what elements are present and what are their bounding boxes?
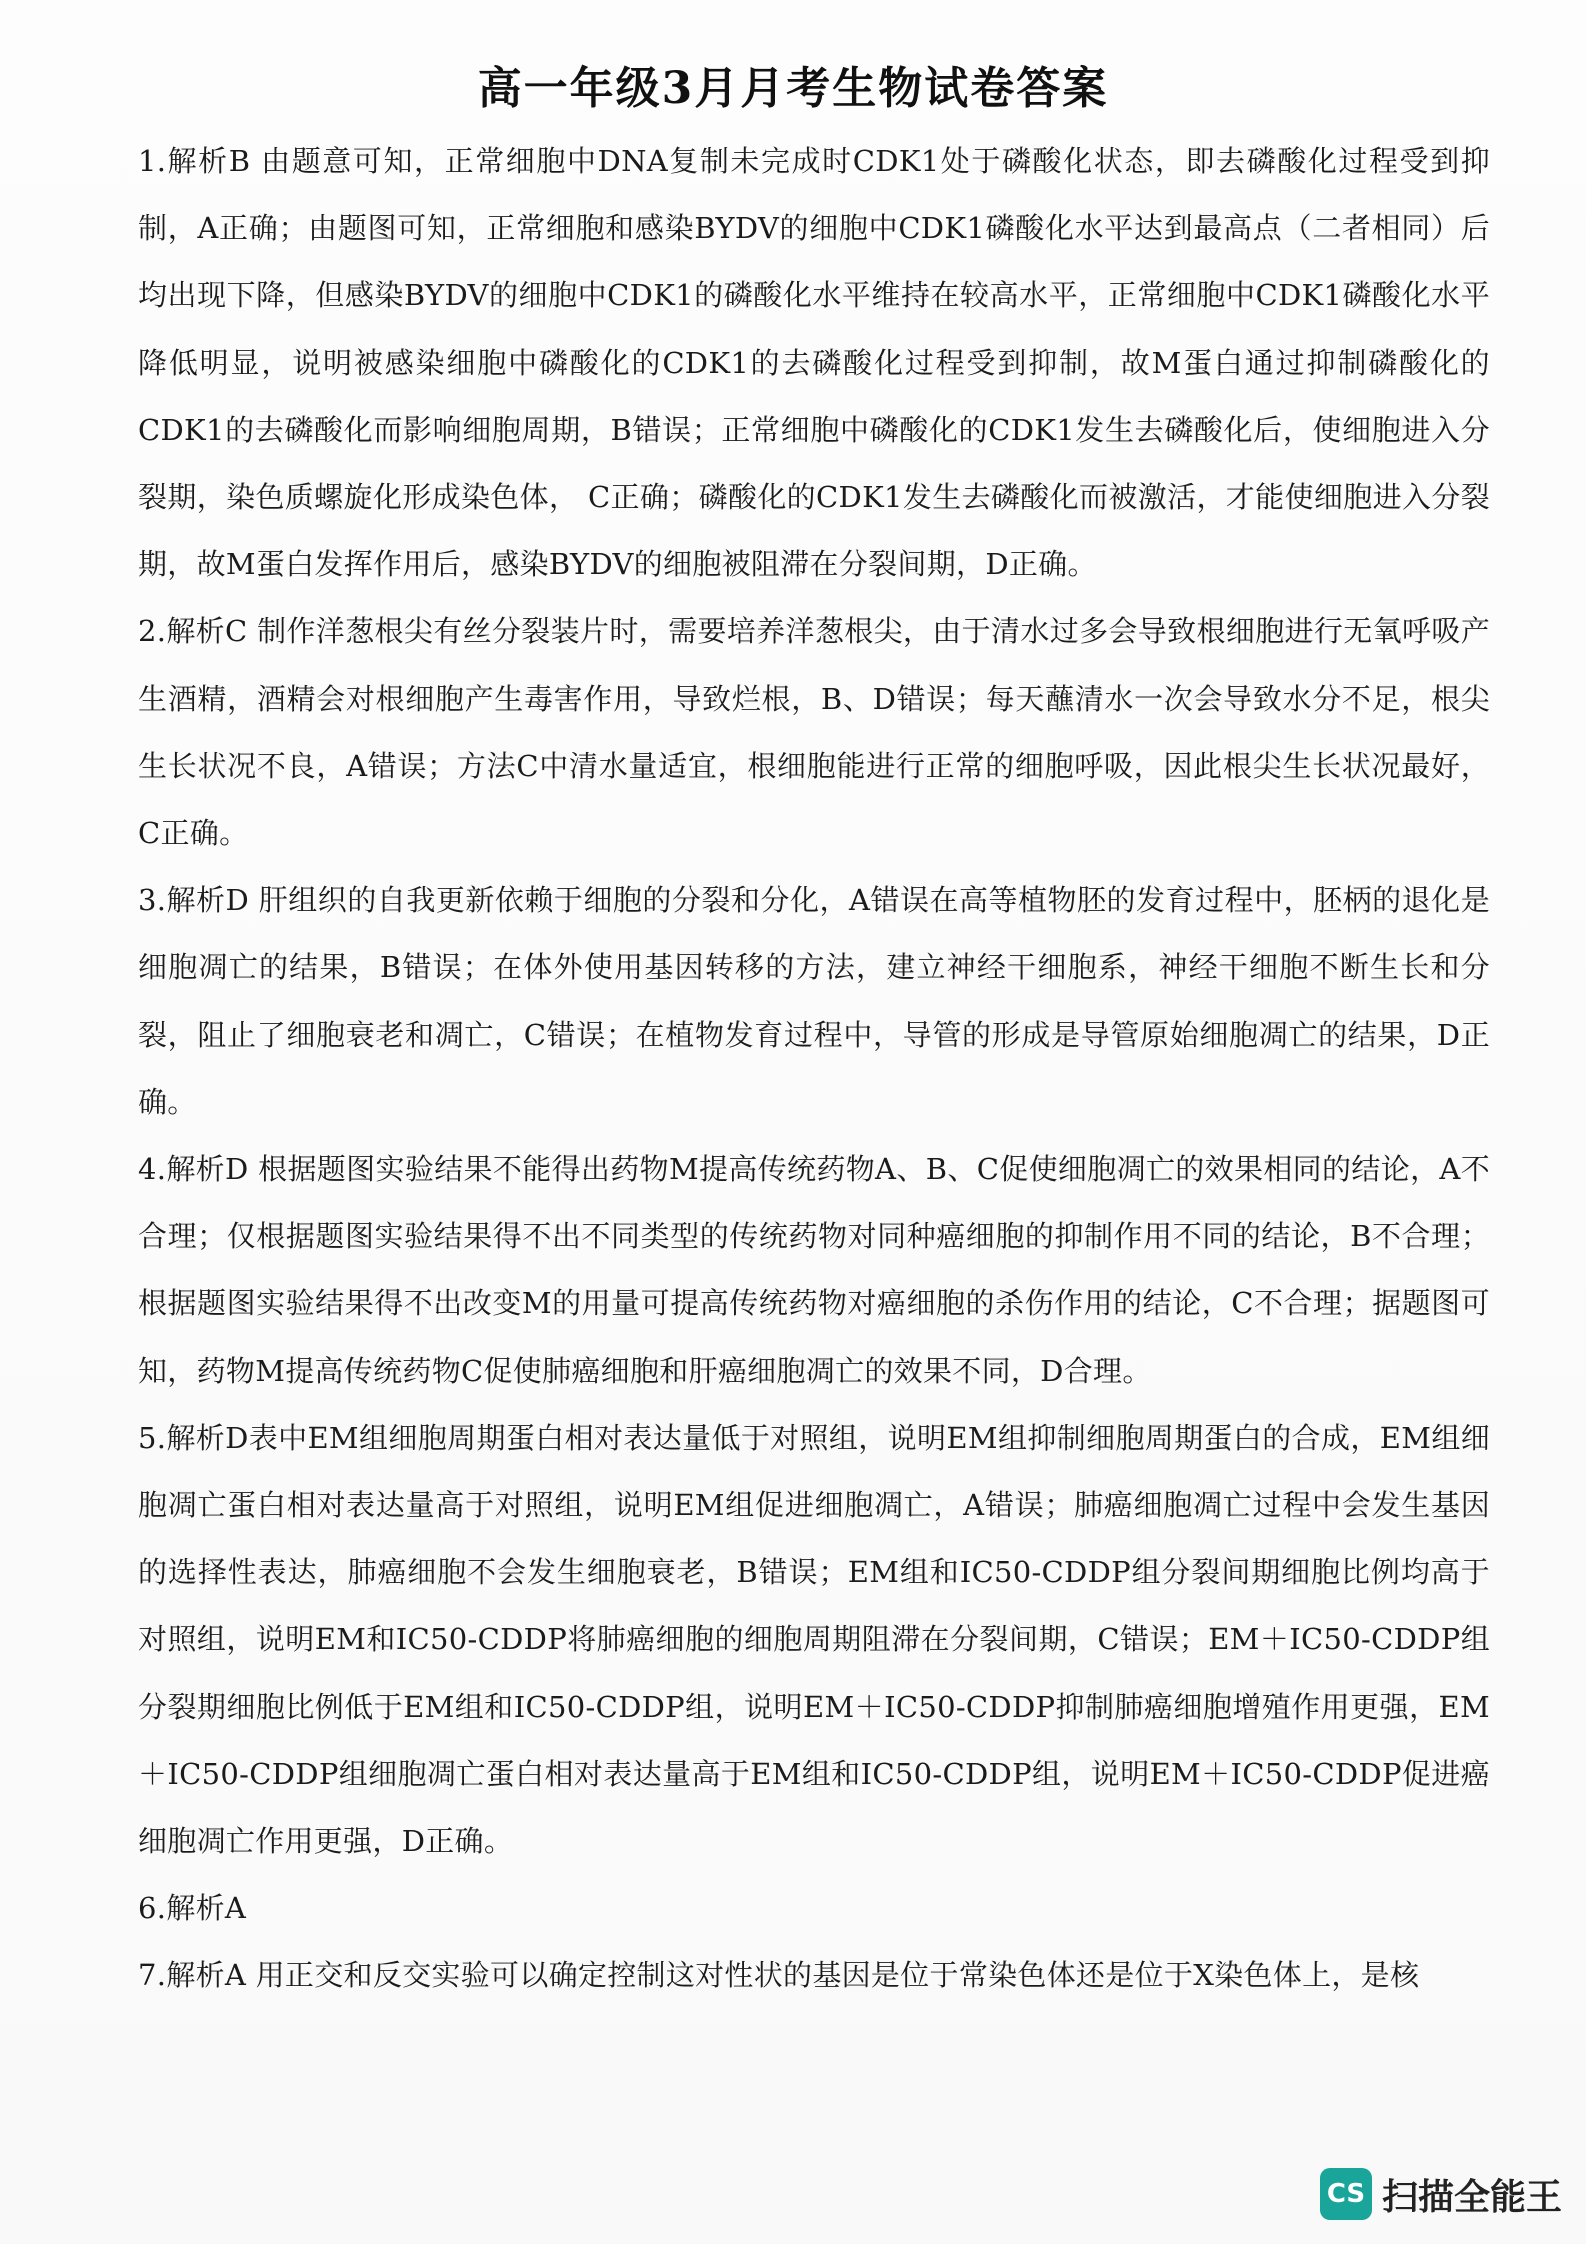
camscanner-logo-icon: CS — [1320, 2168, 1372, 2220]
answer-5: 5.解析D表中EM组细胞周期蛋白相对表达量低于对照组，说明EM组抑制细胞周期蛋白的合成，EM组细胞凋亡蛋白相对表达量高于对照组，说明EM组促进细胞凋亡，A错误；肺癌细胞凋亡过程中会发生基因的选择性表达，肺癌细胞不会发生细胞衰老，B错误；EM组和IC50-CDDP组分裂间期细胞比例均高于对照组，说明EM和IC50-CDDP将肺癌细胞的细胞周期阻滞在分裂间期，C错误；EM＋IC50-CDDP组分裂期细胞比例低于EM组和IC50-CDDP组，说明EM＋IC50-CDDP抑制肺癌细胞增殖作用更强，EM＋IC50-CDDP组细胞凋亡蛋白相对表达量高于EM组和IC50-CDDP组，说明EM＋IC50-CDDP促进癌细胞凋亡作用更强，D正确。 — [138, 1420, 1490, 1859]
answer-7: 7.解析A 用正交和反交实验可以确定控制这对性状的基因是位于常染色体还是位于X染色体上，是核 — [138, 1958, 1420, 1993]
answer-2: 2.解析C 制作洋葱根尖有丝分裂装片时，需要培养洋葱根尖，由于清水过多会导致根细胞进行无氧呼吸产生酒精，酒精会对根细胞产生毒害作用，导致烂根，B、D错误；每天蘸清水一次会导致水分不足，根尖生长状况不良，A错误；方法C中清水量适宜，根细胞能进行正常的细胞呼吸，因此根尖生长状况最好，C正确。 — [138, 614, 1490, 851]
camscanner-watermark — [1320, 2166, 1562, 2222]
answer-3: 3.解析D 肝组织的自我更新依赖于细胞的分裂和分化，A错误在高等植物胚的发育过程中，胚柄的退化是细胞凋亡的结果，B错误；在体外使用基因转移的方法，建立神经干细胞系，神经干细胞不断生长和分裂，阻止了细胞衰老和凋亡，C错误；在植物发育过程中，导管的形成是导管原始细胞凋亡的结果，D正确。 — [138, 883, 1490, 1119]
watermark-text: 扫描全能王 — [1382, 2176, 1563, 2218]
answer-4: 4.解析D 根据题图实验结果不能得出药物M提高传统药物A、B、C促使细胞凋亡的效果相同的结论，A不合理；仅根据题图实验结果得不出不同类型的传统药物对同种癌细胞的抑制作用不同的结论，B不合理；根据题图实验结果得不出改变M的用量可提高传统药物对癌细胞的杀伤作用的结论，C不合理；据题图可知，药物M提高传统药物C促使肺癌细胞和肝癌细胞凋亡的效果不同，D合理。 — [138, 1152, 1490, 1388]
answer-list — [138, 128, 1490, 2010]
document-title: 高一年级3月月考生物试卷答案 — [477, 63, 1109, 114]
answer-6: 6.解析A — [138, 1891, 247, 1926]
answer-1: 1.解析B 由题意可知，正常细胞中DNA复制未完成时CDK1处于磷酸化状态，即去磷酸化过程受到抑制，A正确；由题图可知，正常细胞和感染BYDV的细胞中CDK1磷酸化水平达到最高点（二者相同）后均出现下降，但感染BYDV的细胞中CDK1的磷酸化水平维持在较高水平，正常细胞中CDK1磷酸化水平降低明显，说明被感染细胞中磷酸化的CDK1的去磷酸化过程受到抑制，故M蛋白通过抑制磷酸化的CDK1的去磷酸化而影响细胞周期，B错误；正常细胞中磷酸化的CDK1发生去磷酸化后，使细胞进入分裂期，染色质螺旋化形成染色体， C正确；磷酸化的CDK1发生去磷酸化而被激活，才能使细胞进入分裂期，故M蛋白发挥作用后，感染BYDV的细胞被阻滞在分裂间期，D正确。 — [138, 144, 1490, 582]
